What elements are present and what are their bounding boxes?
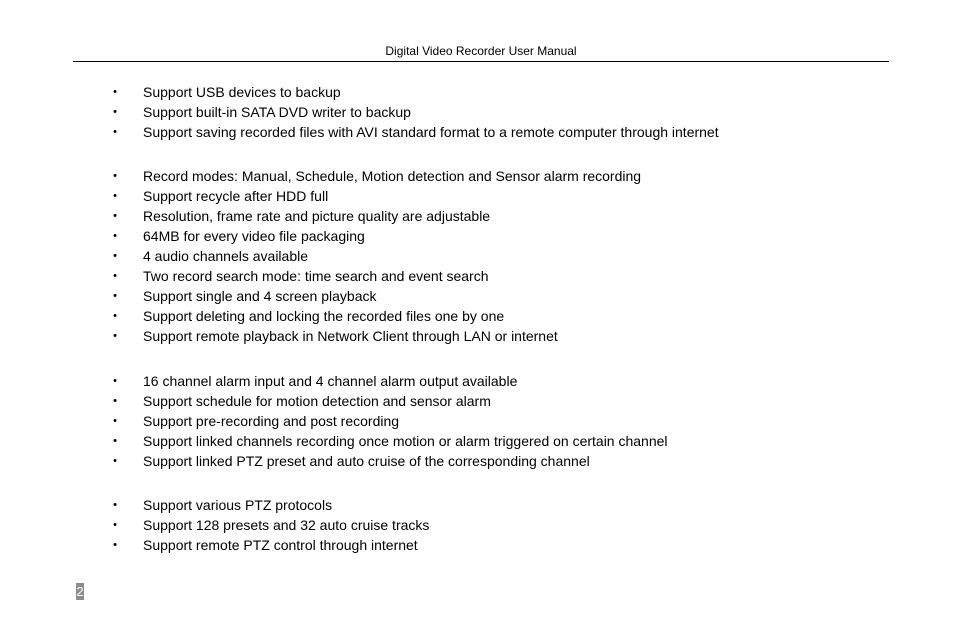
bullet-icon: • (113, 210, 117, 222)
bullet-icon: • (113, 330, 117, 342)
list-item-text: Support various PTZ protocols (143, 497, 333, 513)
list-item-text: Support saving recorded files with AVI standard format to a remote computer through internet (143, 124, 719, 140)
bullet-icon: • (113, 190, 117, 202)
list-item-text: Support recycle after HDD full (143, 188, 329, 204)
bullet-icon: • (113, 395, 117, 407)
bullet-icon: • (113, 290, 117, 302)
bullet-icon: • (113, 455, 117, 467)
list-item-text: Support built-in SATA DVD writer to backup (143, 104, 411, 120)
list-item-text: Support remote playback in Network Client through LAN or internet (143, 328, 558, 344)
page-header-title: Digital Video Recorder User Manual (385, 44, 577, 58)
bullet-icon: • (113, 126, 117, 138)
list-item-text: Record modes: Manual, Schedule, Motion detection and Sensor alarm recording (143, 168, 642, 184)
bullet-icon: • (113, 415, 117, 427)
list-item-text: Support pre-recording and post recording (143, 413, 400, 429)
bullet-icon: • (113, 375, 117, 387)
bullet-icon: • (113, 250, 117, 262)
list-item-text: Support 128 presets and 32 auto cruise tracks (143, 517, 430, 533)
bullet-icon: • (113, 310, 117, 322)
list-item-text: Resolution, frame rate and picture quality are adjustable (143, 208, 491, 224)
bullet-icon: • (113, 435, 117, 447)
header-divider (73, 61, 889, 62)
list-item-text: 4 audio channels available (143, 248, 309, 264)
bullet-icon: • (113, 106, 117, 118)
list-item-text: Two record search mode: time search and event search (143, 268, 489, 284)
bullet-icon: • (113, 499, 117, 511)
bullet-icon: • (113, 519, 117, 531)
bullet-icon: • (113, 170, 117, 182)
bullet-icon: • (113, 86, 117, 98)
bullet-icon: • (113, 539, 117, 551)
bullet-icon: • (113, 230, 117, 242)
list-item-text: Support linked channels recording once motion or alarm triggered on certain channel (143, 433, 668, 449)
list-item-text: Support schedule for motion detection and sensor alarm (143, 393, 491, 409)
list-item-text: Support linked PTZ preset and auto cruise of the corresponding channel (143, 453, 590, 469)
list-item-text: Support remote PTZ control through internet (143, 537, 418, 553)
list-item-text: 16 channel alarm input and 4 channel alarm output available (143, 373, 518, 389)
list-item-text: Support deleting and locking the recorded files one by one (143, 308, 505, 324)
list-item-text: 64MB for every video file packaging (143, 228, 365, 244)
list-item-text: Support single and 4 screen playback (143, 288, 377, 304)
list-item-text: Support USB devices to backup (143, 84, 341, 100)
bullet-icon: • (113, 270, 117, 282)
page-number: 2 (76, 584, 84, 599)
